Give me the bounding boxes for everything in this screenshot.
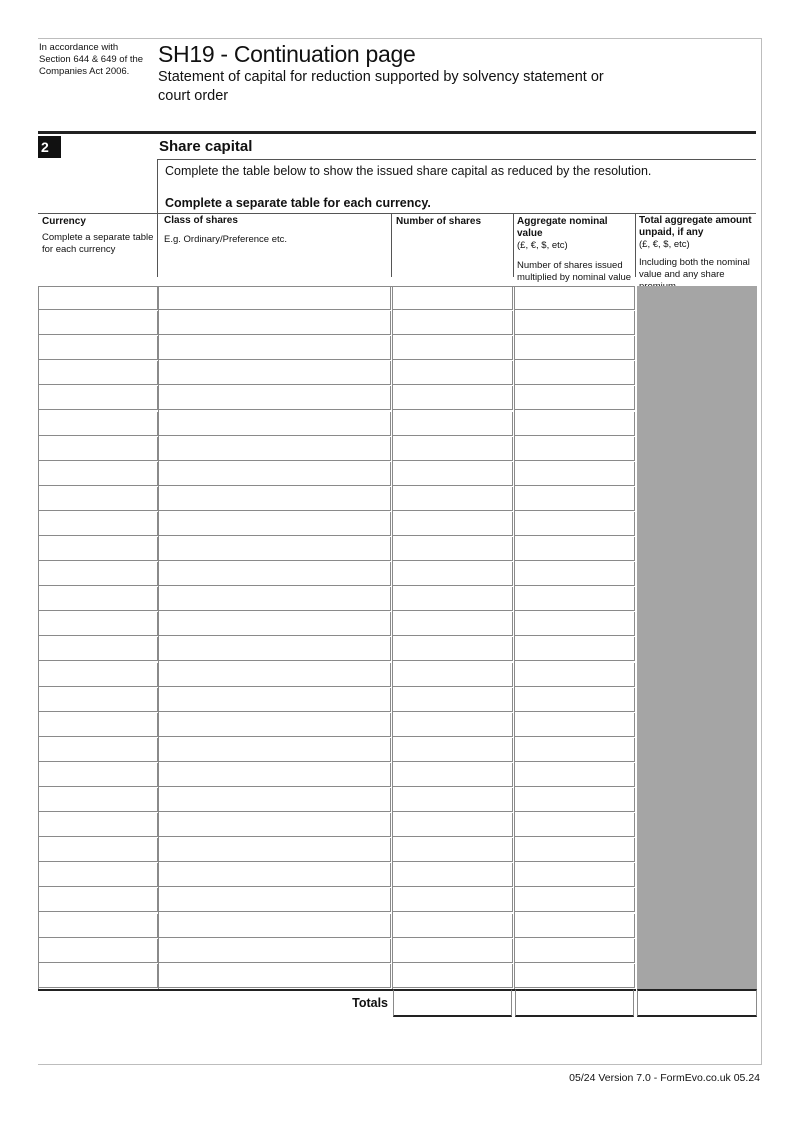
class-of-shares-cell[interactable] (158, 512, 391, 536)
number-of-shares-cell[interactable] (392, 738, 513, 762)
aggregate-nominal-value-cell[interactable] (514, 663, 635, 687)
number-of-shares-cell[interactable] (392, 412, 513, 436)
aggregate-nominal-value-cell[interactable] (514, 487, 635, 511)
column-title: Number of shares (396, 216, 482, 227)
aggregate-nominal-value-cell[interactable] (514, 537, 635, 561)
currency-cell[interactable] (38, 537, 158, 561)
column-title: Currency (42, 216, 86, 227)
aggregate-nominal-value-cell[interactable] (514, 939, 635, 963)
number-of-shares-cell[interactable] (392, 512, 513, 536)
aggregate-nominal-value-cell[interactable] (514, 412, 635, 436)
class-of-shares-cell[interactable] (158, 386, 391, 410)
class-of-shares-cell[interactable] (158, 336, 391, 360)
aggregate-nominal-value-cell[interactable] (514, 738, 635, 762)
number-of-shares-cell[interactable] (392, 487, 513, 511)
currency-hint: (£, €, $, etc) (639, 239, 690, 250)
section-number-badge: 2 (38, 136, 61, 158)
aggregate-nominal-value-cell[interactable] (514, 512, 635, 536)
currency-cell[interactable] (38, 386, 158, 410)
number-of-shares-cell[interactable] (392, 612, 513, 636)
number-of-shares-cell[interactable] (392, 888, 513, 912)
column-header-class (164, 215, 388, 246)
currency-cell[interactable] (38, 286, 158, 310)
instruction-text: Complete the table below to show the issued share capital as reduced by the resolution. (165, 164, 652, 178)
currency-cell[interactable] (38, 612, 158, 636)
currency-hint: (£, €, $, etc) (517, 240, 568, 251)
aggregate-nominal-value-cell[interactable] (514, 914, 635, 938)
currency-cell[interactable] (38, 914, 158, 938)
number-of-shares-cell[interactable] (392, 663, 513, 687)
form-subtitle: Statement of capital for reduction supported by solvency statement or court order (158, 69, 604, 104)
currency-cell[interactable] (38, 964, 158, 988)
header-divider (635, 213, 636, 277)
header-divider (513, 213, 514, 277)
table-top-border (38, 286, 635, 287)
number-of-shares-cell[interactable] (392, 437, 513, 461)
class-of-shares-cell[interactable] (158, 914, 391, 938)
class-of-shares-cell[interactable] (158, 813, 391, 837)
aggregate-nominal-value-cell[interactable] (514, 863, 635, 887)
page-frame-top (38, 38, 762, 39)
currency-cell[interactable] (38, 587, 158, 611)
legal-reference-note: In accordance with Section 644 & 649 of the Companies Act 2006. (39, 42, 144, 77)
currency-cell[interactable] (38, 336, 158, 360)
number-of-shares-cell[interactable] (392, 688, 513, 712)
aggregate-nominal-value-cell[interactable] (514, 637, 635, 661)
unpaid-amount-shaded-column (637, 286, 757, 989)
form-title: SH19 - Continuation page (158, 41, 416, 67)
class-of-shares-cell[interactable] (158, 537, 391, 561)
aggregate-nominal-value-cell[interactable] (514, 713, 635, 737)
number-of-shares-cell[interactable] (392, 286, 513, 310)
class-of-shares-cell[interactable] (158, 688, 391, 712)
header-divider (157, 213, 158, 277)
table-header-rule (38, 213, 756, 214)
class-of-shares-cell[interactable] (158, 587, 391, 611)
currency-cell[interactable] (38, 361, 158, 385)
class-of-shares-cell[interactable] (158, 311, 391, 335)
class-of-shares-cell[interactable] (158, 763, 391, 787)
page-frame-bottom (38, 1064, 762, 1065)
currency-cell[interactable] (38, 939, 158, 963)
number-of-shares-cell[interactable] (392, 462, 513, 486)
number-of-shares-cell[interactable] (392, 587, 513, 611)
class-of-shares-cell[interactable] (158, 838, 391, 862)
number-of-shares-cell[interactable] (392, 788, 513, 812)
currency-cell[interactable] (38, 838, 158, 862)
aggregate-nominal-value-cell[interactable] (514, 838, 635, 862)
column-title: Aggregate nominal value (517, 216, 608, 239)
class-of-shares-cell[interactable] (158, 412, 391, 436)
total-aggregate-nominal-field[interactable] (515, 989, 634, 1017)
form-version-footer: 05/24 Version 7.0 - FormEvo.co.uk 05.24 (569, 1072, 760, 1084)
column-hint: Number of shares issued multiplied by nominal value (517, 260, 632, 283)
aggregate-nominal-value-cell[interactable] (514, 587, 635, 611)
section-title-underline (157, 159, 756, 160)
column-header-currency (42, 216, 154, 256)
instruction-box-border (157, 159, 158, 215)
class-of-shares-cell[interactable] (158, 713, 391, 737)
instruction-bold-text: Complete a separate table for each currency. (165, 196, 431, 210)
class-of-shares-cell[interactable] (158, 738, 391, 762)
currency-cell[interactable] (38, 763, 158, 787)
number-of-shares-cell[interactable] (392, 386, 513, 410)
column-border (158, 286, 159, 989)
currency-cell[interactable] (38, 888, 158, 912)
currency-cell[interactable] (38, 562, 158, 586)
totals-label: Totals (352, 996, 388, 1010)
column-header-aggregate (517, 216, 634, 284)
aggregate-nominal-value-cell[interactable] (514, 361, 635, 385)
aggregate-nominal-value-cell[interactable] (514, 386, 635, 410)
class-of-shares-cell[interactable] (158, 462, 391, 486)
aggregate-nominal-value-cell[interactable] (514, 688, 635, 712)
column-hint: Complete a separate table for each currency (42, 232, 154, 255)
class-of-shares-cell[interactable] (158, 487, 391, 511)
currency-cell[interactable] (38, 462, 158, 486)
class-of-shares-cell[interactable] (158, 286, 391, 310)
currency-cell[interactable] (38, 437, 158, 461)
number-of-shares-cell[interactable] (392, 939, 513, 963)
column-border (514, 286, 515, 989)
class-of-shares-cell[interactable] (158, 663, 391, 687)
aggregate-nominal-value-cell[interactable] (514, 336, 635, 360)
currency-cell[interactable] (38, 412, 158, 436)
number-of-shares-cell[interactable] (392, 914, 513, 938)
number-of-shares-cell[interactable] (392, 838, 513, 862)
column-hint: Including both the nominal value and any share (639, 257, 750, 280)
currency-cell[interactable] (38, 311, 158, 335)
number-of-shares-cell[interactable] (392, 964, 513, 988)
class-of-shares-cell[interactable] (158, 637, 391, 661)
header-divider (391, 213, 392, 277)
number-of-shares-cell[interactable] (392, 863, 513, 887)
section-title: Share capital (159, 138, 253, 155)
number-of-shares-cell[interactable] (392, 537, 513, 561)
aggregate-nominal-value-cell[interactable] (514, 612, 635, 636)
currency-cell[interactable] (38, 813, 158, 837)
aggregate-nominal-value-cell[interactable] (514, 813, 635, 837)
column-header-number (396, 216, 510, 228)
class-of-shares-cell[interactable] (158, 939, 391, 963)
number-of-shares-cell[interactable] (392, 713, 513, 737)
aggregate-nominal-value-cell[interactable] (514, 964, 635, 988)
column-hint: E.g. Ordinary/Preference etc. (164, 234, 288, 245)
total-unpaid-field[interactable] (637, 989, 757, 1017)
currency-cell[interactable] (38, 663, 158, 687)
number-of-shares-cell[interactable] (392, 562, 513, 586)
page-frame-right (761, 38, 762, 1064)
number-of-shares-cell[interactable] (392, 637, 513, 661)
currency-cell[interactable] (38, 688, 158, 712)
total-number-of-shares-field[interactable] (393, 989, 512, 1017)
aggregate-nominal-value-cell[interactable] (514, 311, 635, 335)
class-of-shares-cell[interactable] (158, 788, 391, 812)
class-of-shares-cell[interactable] (158, 437, 391, 461)
class-of-shares-cell[interactable] (158, 361, 391, 385)
aggregate-nominal-value-cell[interactable] (514, 462, 635, 486)
aggregate-nominal-value-cell[interactable] (514, 763, 635, 787)
currency-cell[interactable] (38, 487, 158, 511)
aggregate-nominal-value-cell[interactable] (514, 888, 635, 912)
column-border (38, 286, 39, 989)
class-of-shares-cell[interactable] (158, 888, 391, 912)
number-of-shares-cell[interactable] (392, 361, 513, 385)
currency-cell[interactable] (38, 637, 158, 661)
aggregate-nominal-value-cell[interactable] (514, 437, 635, 461)
currency-cell[interactable] (38, 738, 158, 762)
aggregate-nominal-value-cell[interactable] (514, 788, 635, 812)
currency-cell[interactable] (38, 788, 158, 812)
class-of-shares-cell[interactable] (158, 612, 391, 636)
currency-cell[interactable] (38, 512, 158, 536)
number-of-shares-cell[interactable] (392, 311, 513, 335)
aggregate-nominal-value-cell[interactable] (514, 286, 635, 310)
currency-cell[interactable] (38, 863, 158, 887)
column-header-unpaid (639, 215, 759, 293)
column-title: Class of shares (164, 215, 238, 226)
section-divider (38, 131, 756, 134)
column-border (392, 286, 393, 989)
number-of-shares-cell[interactable] (392, 336, 513, 360)
number-of-shares-cell[interactable] (392, 763, 513, 787)
class-of-shares-cell[interactable] (158, 863, 391, 887)
number-of-shares-cell[interactable] (392, 813, 513, 837)
currency-cell[interactable] (38, 713, 158, 737)
column-title: Total aggregate amount unpaid, if any (639, 215, 752, 238)
class-of-shares-cell[interactable] (158, 964, 391, 988)
class-of-shares-cell[interactable] (158, 562, 391, 586)
aggregate-nominal-value-cell[interactable] (514, 562, 635, 586)
